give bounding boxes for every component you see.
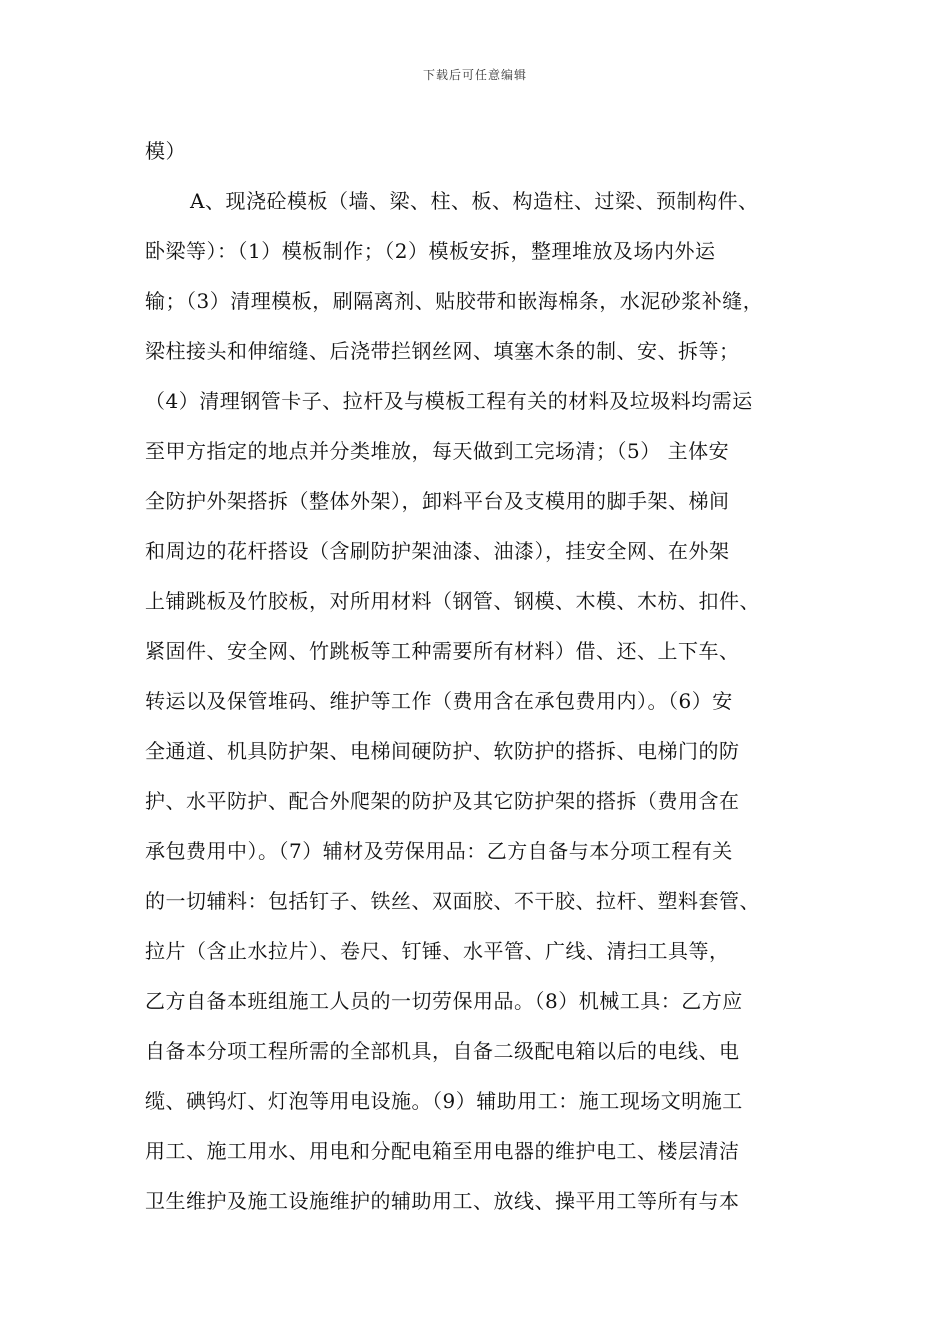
text-line: 卧梁等）：（1）模板制作；（2）模板安拆，整理堆放及场内外运 [145,239,716,263]
text-line: 紧固件、安全网、竹跳板等工种需要所有材料）借、还、上下车、 [145,639,740,663]
text-line: 缆、碘钨灯、灯泡等用电设施。（9）辅助用工：施工现场文明施工 [145,1089,743,1113]
text-line: 输；（3）清理模板，刷隔离剂、贴胶带和嵌海棉条，水泥砂浆补缝， [145,289,764,313]
text-line: 用工、施工用水、用电和分配电箱至用电器的维护电工、楼层清洁 [145,1139,740,1163]
text-line: 至甲方指定的地点并分类堆放，每天做到工完场清；（5） 主体安 [145,439,730,463]
text-line: （4）清理钢管卡子、拉杆及与模板工程有关的材料及垃圾料均需运 [145,389,753,413]
text-line: 全防护外架搭拆（整体外架），卸料平台及支模用的脚手架、梯间 [145,489,730,513]
text-line: 上铺跳板及竹胶板，对所用材料（钢管、钢模、木模、木枋、扣件、 [145,589,760,613]
text-line: 承包费用中）。（7）辅材及劳保用品：乙方自备与本分项工程有关 [145,839,733,863]
page-header-note: 下载后可任意编辑 [422,68,527,82]
text-line: 的一切辅料：包括钉子、铁丝、双面胶、不干胶、拉杆、塑料套管、 [145,889,760,913]
text-line: A、现浇砼模板（墙、梁、柱、板、构造柱、过梁、预制构件、 [190,189,759,213]
text-line: 乙方自备本班组施工人员的一切劳保用品。（8）机械工具：乙方应 [145,989,743,1013]
text-line: 和周边的花杆搭设（含刷防护架油漆、油漆），挂安全网、在外架 [145,539,730,563]
text-line: 转运以及保管堆码、维护等工作（费用含在承包费用内）。（6）安 [145,689,733,713]
text-line: 自备本分项工程所需的全部机具，自备二级配电箱以后的电线、电 [145,1039,740,1063]
text-line: 模） [145,139,186,163]
text-line: 护、水平防护、配合外爬架的防护及其它防护架的搭拆（费用含在 [145,789,740,813]
document-body [145,126,825,1226]
text-line: 卫生维护及施工设施维护的辅助用工、放线、操平用工等所有与本 [145,1189,740,1213]
text-line: 全通道、机具防护架、电梯间硬防护、软防护的搭拆、电梯门的防 [145,739,740,763]
text-line: 拉片（含止水拉片）、卷尺、钉锤、水平管、广线、清扫工具等， [145,939,730,963]
text-line: 梁柱接头和伸缩缝、后浇带拦钢丝网、填塞木条的制、安、拆等； [145,339,740,363]
